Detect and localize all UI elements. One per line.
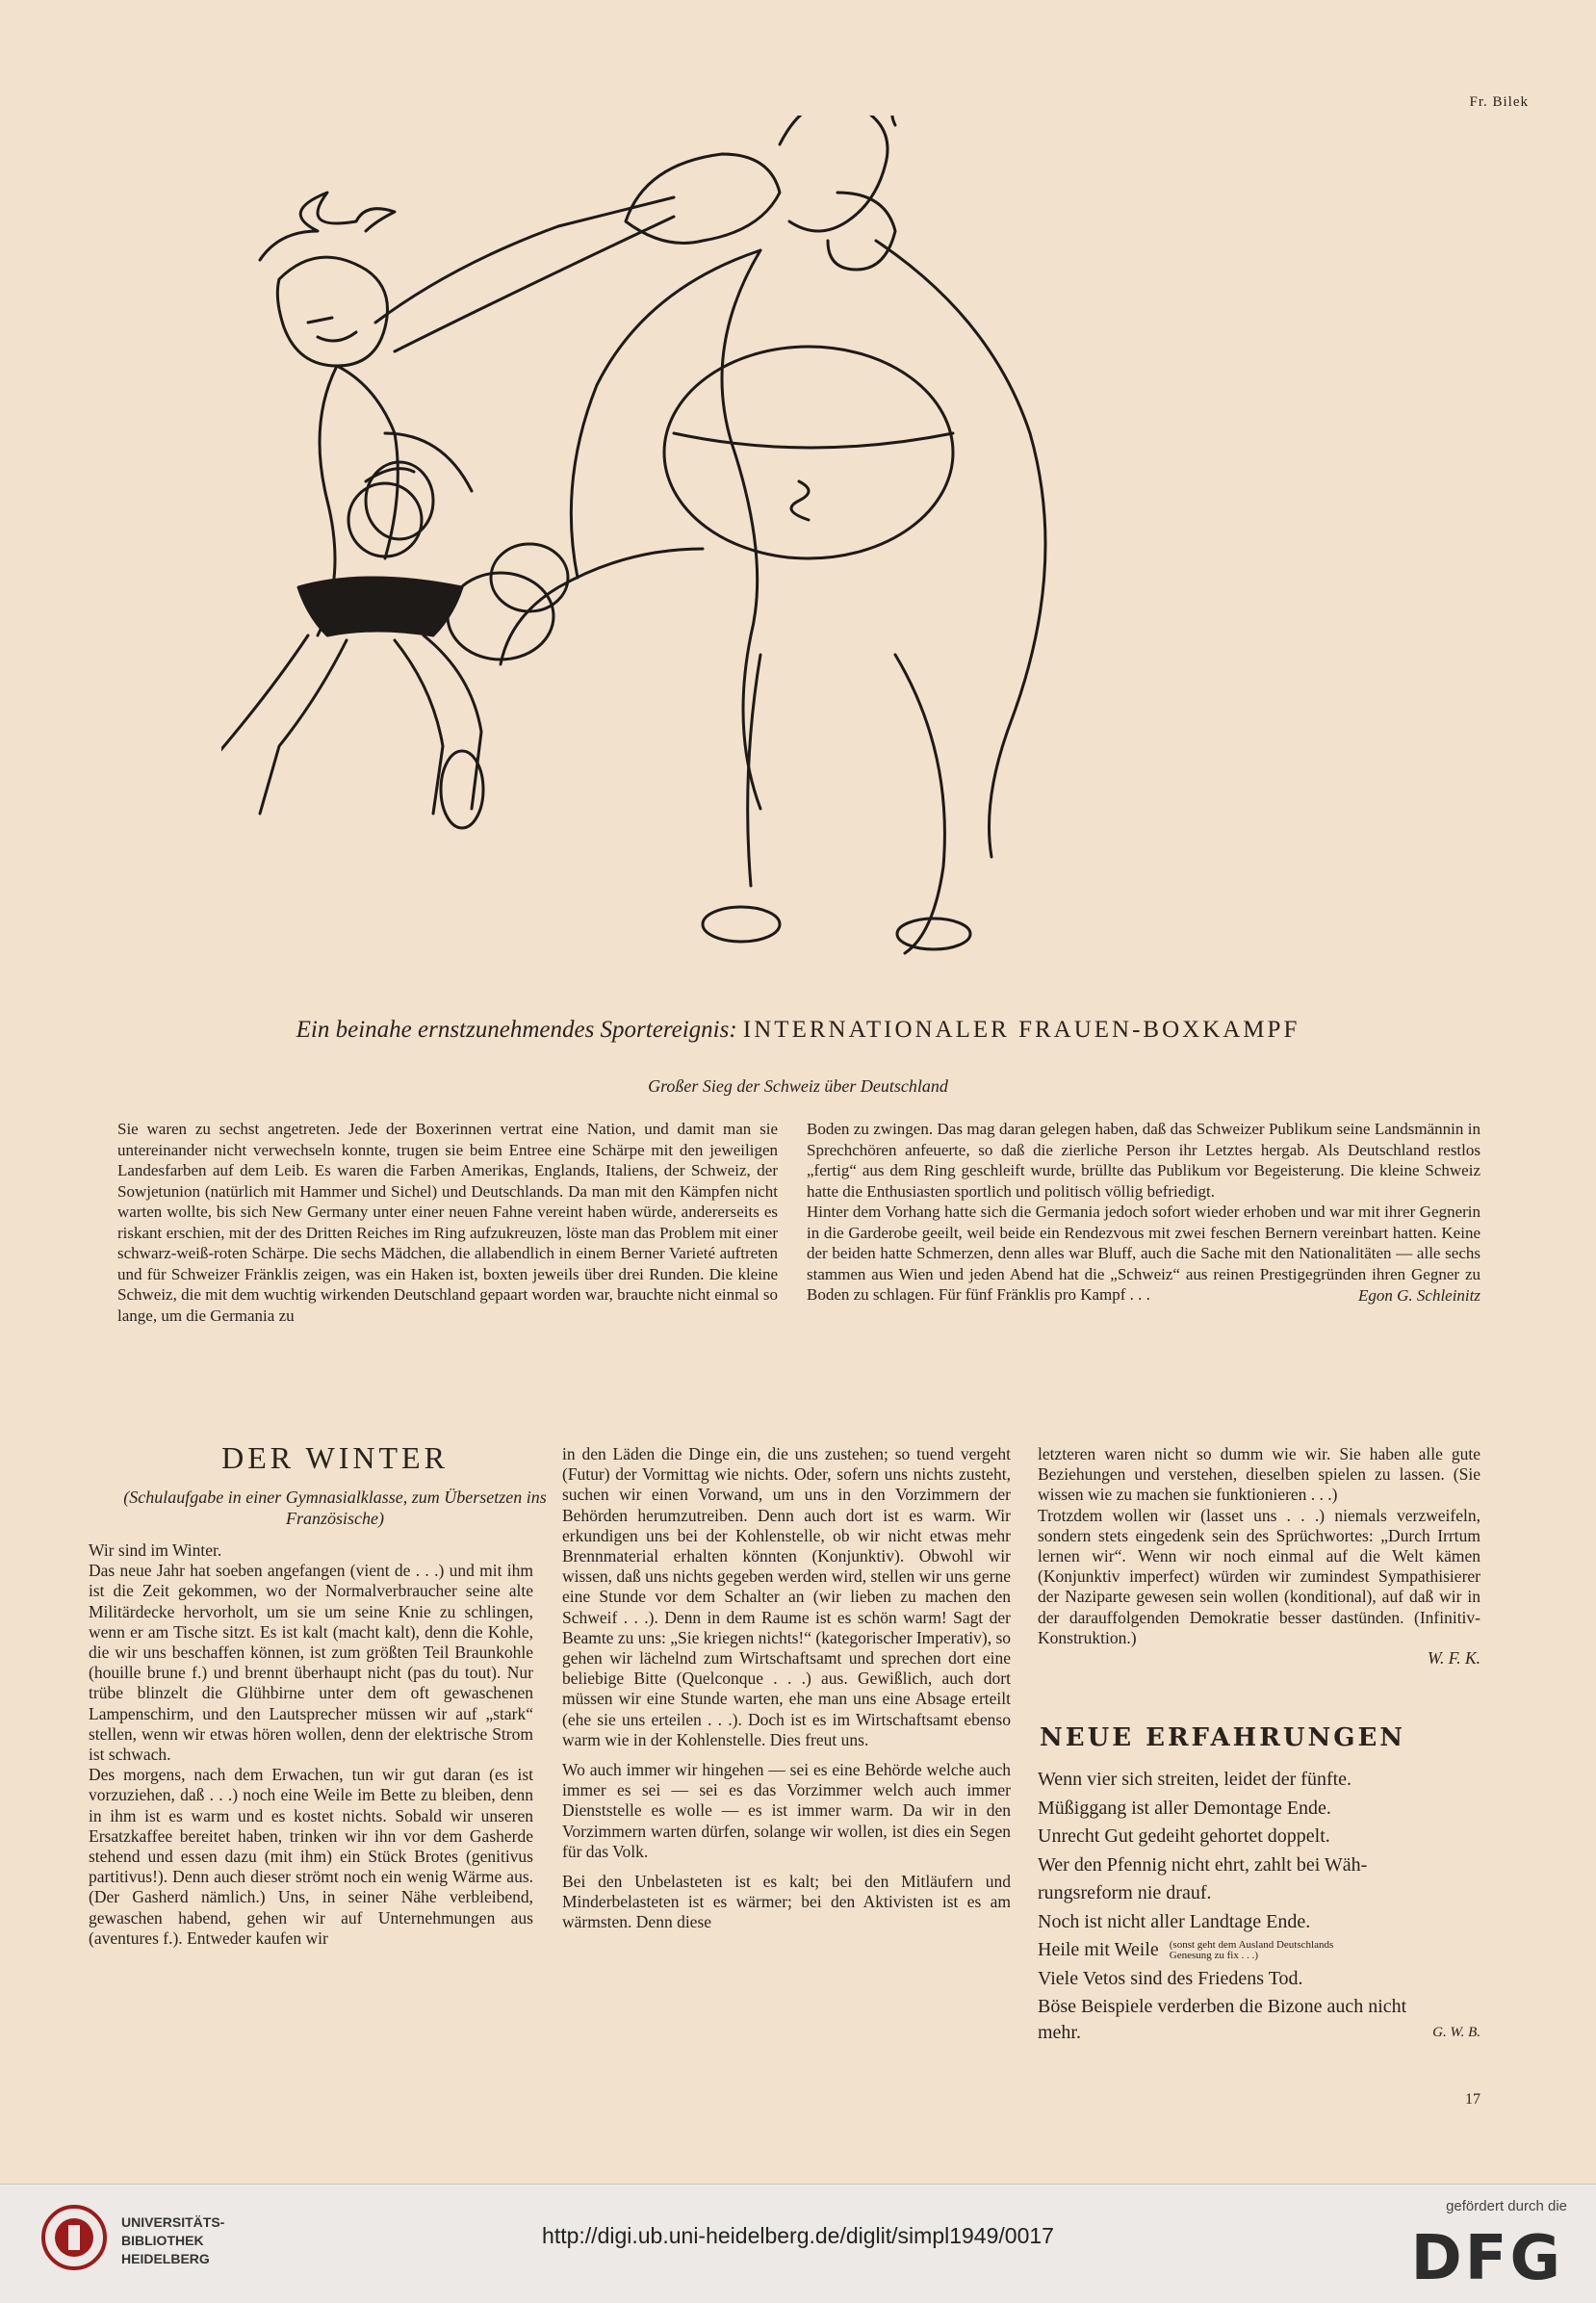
viewer-footer [0,2184,1596,2303]
winter-column-3 [1038,1444,1480,1669]
caption-title: INTERNATIONALER FRAUEN-BOXKAMPF [742,1017,1300,1043]
university-name-line2: BIBLIOTHEK [121,2233,204,2248]
neue-erfahrungen-list [1038,1766,1480,2043]
winter-column-1 [89,1540,533,1949]
artist-signature: Fr. Bilek [1469,94,1529,110]
winter-col1-p2: Das neue Jahr hat soeben angefangen (vient de . . .) und mit ihm ist die Zeit gekommen, wo der Normalverbraucher seine alte Militärdecke hervorholt, um sie um seine Knie zu schlingen, wenn er am Tische sitzt. Es ist kalt (macht kalt), denn die Kohle, die wir uns beschaffen können, ist zum größten Teil Braunkohle (houille brune f.) und brennt überhaupt nicht (pas du tout). Nur trübe blinzelt die Glühbirne unter dem oft gewaschenen Lampenschirm, und den Lautsprecher müssen wir auf „stark“ stellen, wenn wir etwas hören wollen, denn der elektrische Strom ist schwach. [89,1561,533,1765]
proverb-line: Viele Vetos sind des Friedens Tod. [1038,1967,1303,1989]
university-name-line1: UNIVERSITÄTS- [121,2214,225,2230]
caption-italic: Ein beinahe ernstzunehmendes Sportereignis: [296,1017,737,1043]
cartoon-caption [0,1017,1596,1044]
winter-signature: W. F. K. [1428,1648,1480,1669]
winter-title: DER WINTER [221,1440,449,1475]
winter-col3-p2: Trotzdem wollen wir (lasset uns . . .) niemals verzweifeln, sondern stets eingedenk sein des Sprüchwortes: „Durch Irrtum lernen wir“. Wenn wir noch einmal auf die Welt kämen (Konjunktiv imperfect) würden wir zumindest Sympathisierer der Naziparte gewesen sein wollen (konditional), auf daß wir in der darauffolgenden Demokratie besser dastünden. (Infinitiv-Konstruktion.) [1038,1505,1480,1647]
page-number: 17 [1465,2091,1480,2108]
proverb-line: Unrecht Gut gedeiht gehortet doppelt. [1038,1825,1330,1847]
proverb-note [1170,1940,1333,1961]
proverb-line: Noch ist nicht aller Landtage Ende. [1038,1910,1311,1932]
proverb-note-line2: Genesung zu fix . . .) [1169,1950,1259,1962]
winter-col2-p1: in den Läden die Dinge ein, die uns zustehen; so tuend vergeht (Futur) der Vormittag wie nichts. Oder, sofern uns nichts zusteht, suchen wir einen Vorwand, um uns in den Vorzimmern der Behörden herumzutreiben. Denn auch dort ist es warm. Wir erkundigen uns bei der Kohlenstelle, ob wir nicht etwas mehr Brennmaterial erhalten könnten (Konjunktiv). Obwohl wir wissen, daß uns nichts gegeben werden wird, stellen wir uns gerne eine Stunde vor dem Schalter an (wir lieben zu machen den Schweif . . .). Denn in dem Raume ist es schön warm! Sagt der Beamte zu uns: „Sie kriegen nichts!“ (kategorischer Imperativ), so gehen wir lächelnd zum Wirtschaftsamt und sprechen dort eine beliebige Bitte (Quelconque . . .) aus. Gewißlich, auch dort müssen wir eine Stunde warten, ehe man uns eine Absage erteilt (ehe sie uns erteilen . . .). Doch ist es im Wirtschaftsamt ebenso warm wie in der Kohlenstelle. Dies freut uns. [562,1444,1012,1749]
article-signature: Egon G. Schleinitz [1357,1285,1480,1305]
boxing-cartoon [221,116,1454,1001]
dfg-logo[interactable]: DFG [1410,2223,1563,2294]
proverb-line: Wenn vier sich streiten, leidet der fünfte. [1038,1769,1352,1790]
proverb-line-last [1038,2022,1480,2043]
winter-col2-p2: Wo auch immer wir hingehen — sei es eine Behörde welche auch immer es sei — sei es das Vorzimmer welch auch immer Dienststelle es wolle — es ist immer warm. Da wir in den Vorzimmern warten dürfen, solange wir wollen, ist dies ein Segen für das Volk. [562,1760,1011,1861]
proverb-line: rungsreform nie drauf. [1038,1882,1212,1903]
funding-label: gefördert durch die [1446,2198,1567,2214]
proverb-note-line1: (sonst geht dem Ausland Deutschlands [1169,1939,1334,1952]
caption-subtitle: Großer Sieg der Schweiz über Deutschland [648,1076,948,1096]
winter-col3-p1: letzteren waren nicht so dumm wie wir. Sie haben alle gute Beziehungen und verstehen, dieselben spielen zu lassen. (Sie wissen wie zu machen sie funktionieren . . .) [1038,1444,1480,1505]
winter-column-2 [562,1444,1011,1933]
university-name-line3: HEIDELBERG [121,2251,210,2266]
proverb-line: mehr. [1038,2021,1081,2043]
winter-col1-p3: Des morgens, nach dem Erwachen, tun wir gut daran (es ist vorzuziehen, daß . . .) noch eine Weile im Bette zu bleiben, denn in ihm ist es warm und es kostet nichts. Sobald wir unseren Ersatzkaffee bereitet haben, trinken wir ihn vor dem Gasherde stehend und essen dazu (mit ihm) ein Stück Brotes (genitivus partitivus!). Denn auch dieser strömt noch ein wenig Wärme aus. (Der Gasherd nämlich.) Uns, in seiner Nähe verbleibend, gewaschen habend, gehen wir auf Unternehmungen aus (aventures f.). Entweder kaufen wir [89,1765,533,1948]
article-right-p1: Boden zu zwingen. Das mag daran gelegen haben, daß das Schweizer Publikum seine Landsmännin in Sprechchören anfeuerte, so daß die zierliche Person ihr Letztes hergab. Als Deutschland restlos „fertig“ aus dem Ring geschleift wurde, brüllte das Publikum vor Begeisterung. Die kleine Schweiz hatte die Enthusiasten sportlich und politisch völlig befriedigt. [807,1120,1480,1201]
proverb-heile: Heile mit Weile [1038,1939,1159,1960]
proverb-line: Wer den Pfennig nicht ehrt, zahlt bei Wäh- [1038,1853,1368,1876]
neue-erfahrungen-title: NEUE ERFAHRUNGEN [1040,1723,1406,1752]
document-url-link[interactable]: http://digi.ub.uni-heidelberg.de/diglit/simpl1949/0017 [542,2223,1054,2248]
proverb-line-heile [1038,1936,1480,1965]
article-left-column [117,1119,778,1326]
neue-signature: G. W. B. [1432,2024,1480,2040]
article-right-column [807,1119,1480,1306]
article-left-text: Sie waren zu sechst angetreten. Jede der Boxerinnen vertrat eine Nation, und damit man sie untereinander nicht verwechseln konnte, trugen sie beim Entree eine Schärpe mit den jeweiligen Landesfarben auf dem Leib. Es waren die Farben Amerikas, Englands, Italiens, der Schweiz, der Sowjetunion (natürlich mit Hammer und Sichel) und Deutschlands. Da man mit den Kämpfen nicht warten wollte, bis sich New Germany unter einer neuen Fahne vereint haben würde, andererseits es riskant erschien, mit der des Dritten Reiches im Ring aufzukreuzen, löste man das Problem mit einer schwarz-weiß-roten Schärpe. Die sechs Mädchen, die allabendlich in einem Berner Varieté auftreten und für Schweizer Fränklis zeigen, was ein Haken ist, boxten jeweils über drei Runden. Die kleine Schweiz, die mit dem wuchtig wirkenden Deutschland gepaart worden war, brauchte nicht einmal so lange, um die Germania zu [117,1120,778,1325]
article-right-p2: Hinter dem Vorhang hatte sich die Germania jedoch sofort wieder erhoben und war mit ihrer Gegnerin in die Garderobe geeilt, weil beide ein Rendezvous mit zwei feschen Bernern vereinbart hatten. Keine der beiden hatte Schmerzen, denn alles war Bluff, auch die Sache mit den Nationalitäten — alle sechs stammen aus Wien und jeden Abend hat die „Schweiz“ aus reinen Prestigegründen ihren Gegner zu Boden zu schlagen. Für fünf Fränklis pro Kampf . . . [807,1203,1480,1304]
winter-col1-p1: Wir sind im Winter. [89,1540,222,1560]
winter-col2-p3: Bei den Unbelasteten ist es kalt; bei den Mitläufern und Minderbelasteten ist es wärmer; bei den Aktivisten ist es am wärmsten. Denn diese [562,1872,1011,1932]
proverb-line: Müßiggang ist aller Demontage Ende. [1038,1797,1331,1819]
proverb-line: Böse Beispiele verderben die Bizone auch nicht [1038,1996,1407,2017]
winter-subtitle: (Schulaufgabe in einer Gymnasialklasse, zum Übersetzen ins Französische) [123,1488,547,1528]
